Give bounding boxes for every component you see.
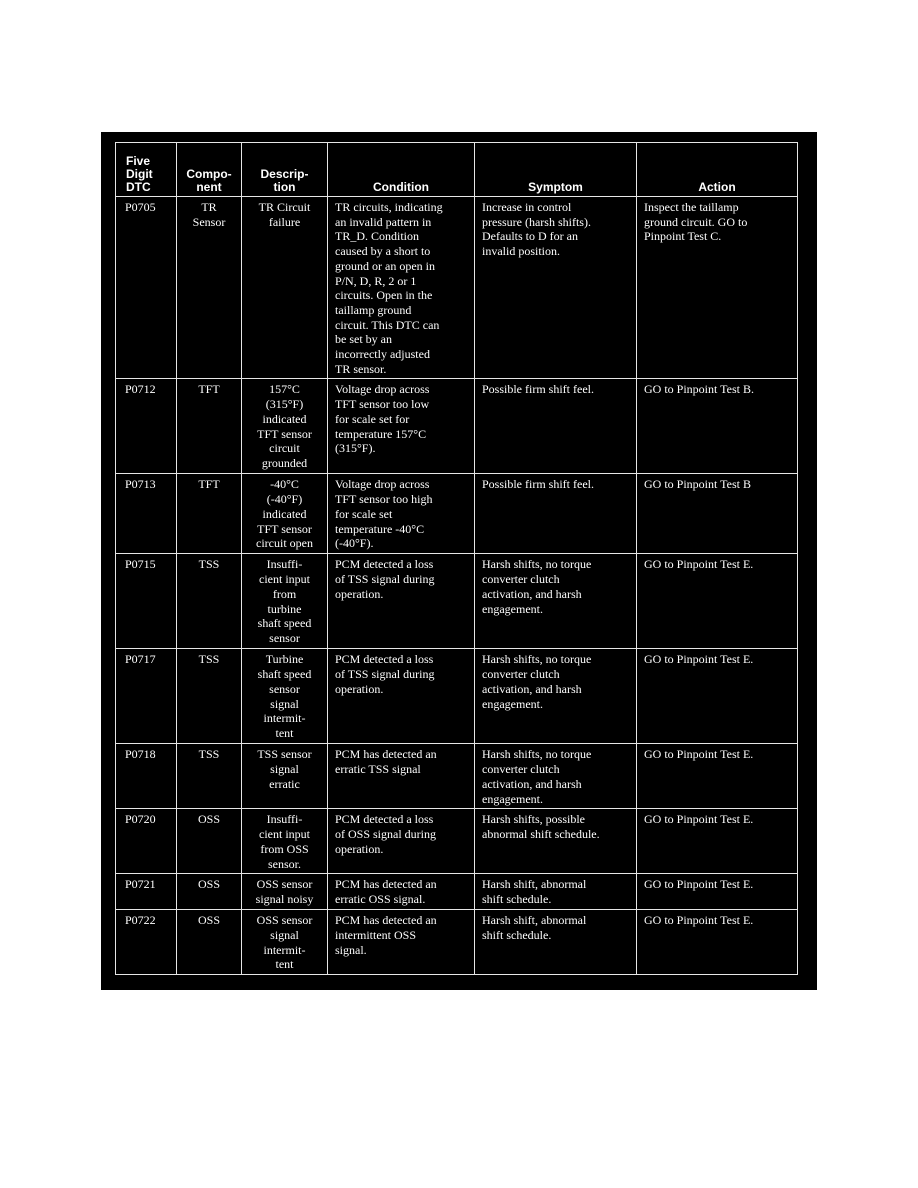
- component-cell: OSS: [177, 874, 242, 910]
- table-row: [116, 874, 798, 910]
- symptom-cell: Harsh shift, abnormal shift schedule.: [475, 910, 637, 975]
- symptom-cell: Possible firm shift feel.: [475, 474, 637, 554]
- condition-cell: PCM detected a loss of TSS signal during operation.: [328, 649, 475, 744]
- table-row: [116, 554, 798, 649]
- condition-cell: Voltage drop across TFT sensor too high for scale set temperature -40°C (-40°F).: [328, 474, 475, 554]
- description-cell: -40°C (-40°F) indicated TFT sensor circuit open: [242, 474, 328, 554]
- action-cell: GO to Pinpoint Test E.: [637, 809, 798, 874]
- dtc-code: P0720: [116, 809, 177, 874]
- header-action: Action: [637, 143, 798, 197]
- component-cell: OSS: [177, 809, 242, 874]
- condition-cell: Voltage drop across TFT sensor too low for scale set for temperature 157°C (315°F).: [328, 379, 475, 474]
- description-cell: TSS sensor signal erratic: [242, 744, 328, 809]
- table-row: [116, 744, 798, 809]
- description-cell: TR Circuit failure: [242, 197, 328, 379]
- dtc-code: P0713: [116, 474, 177, 554]
- component-cell: TSS: [177, 554, 242, 649]
- component-cell: OSS: [177, 910, 242, 975]
- header-description: Descrip- tion: [242, 143, 328, 197]
- symptom-cell: Harsh shifts, no torque converter clutch activation, and harsh engagement.: [475, 554, 637, 649]
- action-cell: GO to Pinpoint Test E.: [637, 874, 798, 910]
- component-cell: TFT: [177, 379, 242, 474]
- symptom-cell: Harsh shifts, possible abnormal shift schedule.: [475, 809, 637, 874]
- description-cell: 157°C (315°F) indicated TFT sensor circuit grounded: [242, 379, 328, 474]
- description-cell: OSS sensor signal noisy: [242, 874, 328, 910]
- dtc-code: P0717: [116, 649, 177, 744]
- header-dtc: Five Digit DTC: [116, 143, 177, 197]
- dtc-code: P0715: [116, 554, 177, 649]
- description-cell: Turbine shaft speed sensor signal intermit- tent: [242, 649, 328, 744]
- dtc-code: P0722: [116, 910, 177, 975]
- condition-cell: PCM has detected an erratic OSS signal.: [328, 874, 475, 910]
- table-row: [116, 809, 798, 874]
- condition-cell: PCM has detected an erratic TSS signal: [328, 744, 475, 809]
- table-row: [116, 474, 798, 554]
- symptom-cell: Harsh shifts, no torque converter clutch activation, and harsh engagement.: [475, 744, 637, 809]
- component-cell: TR Sensor: [177, 197, 242, 379]
- condition-cell: TR circuits, indicating an invalid pattern in TR_D. Condition caused by a short to ground or an open in P/N, D, R, 2 or 1 circuits. Open in the taillamp ground circuit. This DTC can be set by an incorrectly adjusted TR sensor.: [328, 197, 475, 379]
- action-cell: GO to Pinpoint Test E.: [637, 910, 798, 975]
- component-cell: TSS: [177, 649, 242, 744]
- table-row: [116, 649, 798, 744]
- condition-cell: PCM detected a loss of TSS signal during operation.: [328, 554, 475, 649]
- header-condition: Condition: [328, 143, 475, 197]
- dtc-code: P0718: [116, 744, 177, 809]
- action-cell: GO to Pinpoint Test E.: [637, 744, 798, 809]
- condition-cell: PCM has detected an intermittent OSS signal.: [328, 910, 475, 975]
- action-cell: GO to Pinpoint Test E.: [637, 554, 798, 649]
- dtc-code: P0705: [116, 197, 177, 379]
- header-component: Compo- nent: [177, 143, 242, 197]
- action-cell: Inspect the taillamp ground circuit. GO to Pinpoint Test C.: [637, 197, 798, 379]
- symptom-cell: Possible firm shift feel.: [475, 379, 637, 474]
- dtc-table: [115, 142, 798, 975]
- condition-cell: PCM detected a loss of OSS signal during operation.: [328, 809, 475, 874]
- table-header-row: [116, 143, 798, 197]
- action-cell: GO to Pinpoint Test B.: [637, 379, 798, 474]
- table-row: [116, 910, 798, 975]
- header-symptom: Symptom: [475, 143, 637, 197]
- dtc-table-panel: [101, 132, 817, 990]
- table-row: [116, 197, 798, 379]
- description-cell: Insuffi- cient input from turbine shaft speed sensor: [242, 554, 328, 649]
- table-row: [116, 379, 798, 474]
- action-cell: GO to Pinpoint Test E.: [637, 649, 798, 744]
- symptom-cell: Increase in control pressure (harsh shifts). Defaults to D for an invalid position.: [475, 197, 637, 379]
- component-cell: TSS: [177, 744, 242, 809]
- symptom-cell: Harsh shifts, no torque converter clutch activation, and harsh engagement.: [475, 649, 637, 744]
- action-cell: GO to Pinpoint Test B: [637, 474, 798, 554]
- symptom-cell: Harsh shift, abnormal shift schedule.: [475, 874, 637, 910]
- dtc-code: P0721: [116, 874, 177, 910]
- component-cell: TFT: [177, 474, 242, 554]
- dtc-code: P0712: [116, 379, 177, 474]
- description-cell: OSS sensor signal intermit- tent: [242, 910, 328, 975]
- description-cell: Insuffi- cient input from OSS sensor.: [242, 809, 328, 874]
